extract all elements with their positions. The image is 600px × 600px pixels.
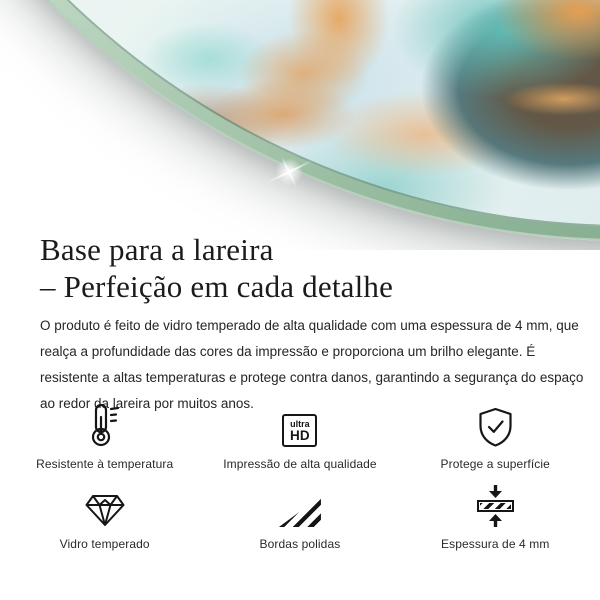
feature-temperature <box>7 400 202 471</box>
page-title <box>40 231 393 305</box>
feature-label: Impressão de alta qualidade <box>223 457 377 471</box>
feature-label: Bordas polidas <box>259 537 341 551</box>
feature-surface-protection <box>398 400 593 471</box>
feature-tempered-glass <box>7 483 202 551</box>
feature-label: Vidro temperado <box>59 537 150 551</box>
marble-art-print <box>0 0 600 227</box>
product-photo <box>0 0 600 250</box>
product-description-text: O produto é feito de vidro temperado de alta qualidade com uma espessura de 4 mm, que realça a profundidade das cores da impressão e proporciona um brilho elegante. É resistente a altas temperaturas e protege contra danos, garantindo a segurança do espaço ao redor da lareira por muitos anos. <box>40 318 584 411</box>
features-row-1 <box>7 400 593 471</box>
page-title-line2: – Perfeição em cada detalhe <box>40 269 394 304</box>
feature-polished-edges <box>202 483 397 551</box>
features-row-2 <box>7 483 593 551</box>
thickness-icon <box>477 483 514 527</box>
ultra-hd-bottom-text: HD <box>289 427 310 443</box>
polished-edges-icon <box>279 483 321 527</box>
shield-check-icon <box>477 400 514 447</box>
ultra-hd-icon <box>282 400 317 447</box>
feature-thickness <box>398 483 593 551</box>
glass-disc-image <box>0 0 600 241</box>
diamond-icon <box>84 483 126 527</box>
feature-label: Resistente à temperatura <box>36 457 174 471</box>
ultra-hd-top-text: ultra <box>290 418 310 429</box>
feature-label: Protege a superfície <box>440 457 550 471</box>
page-title-line1: Base para a lareira <box>40 232 274 267</box>
feature-print-quality <box>202 400 397 471</box>
thermometer-icon <box>90 400 120 447</box>
feature-label: Espessura de 4 mm <box>441 537 550 551</box>
